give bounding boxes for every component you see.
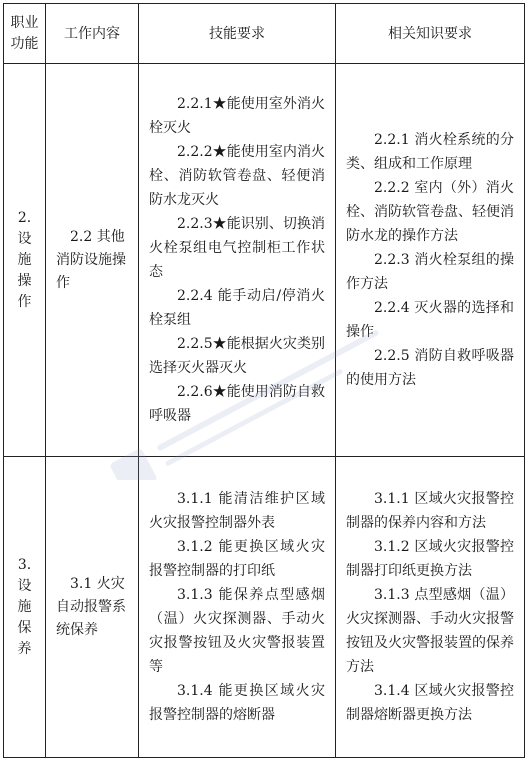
- skill-item: 3.1.4 能更换区域火灾报警控制器的熔断器: [149, 683, 325, 723]
- skill-item: 2.2.3★能识别、切换消火栓泵组电气控制柜工作状态: [149, 216, 325, 280]
- skill-item: 2.2.6★能使用消防自救呼吸器: [149, 384, 325, 424]
- function-cell: [4, 457, 46, 758]
- function-char: 保: [17, 619, 32, 636]
- skill-item: 2.2.1★能使用室外消火栓灭火: [149, 96, 325, 136]
- knowledge-cell: [336, 64, 525, 457]
- header-skills: 技能要求: [139, 4, 336, 64]
- knowledge-item: 2.2.1 消火栓系统的分类、组成和工作原理: [346, 132, 514, 172]
- function-char: 施: [17, 598, 32, 615]
- header-knowledge: 相关知识要求: [336, 4, 525, 64]
- knowledge-item: 3.1.4 区域火灾报警控制器熔断器更换方法: [346, 683, 514, 723]
- header-function: [4, 4, 46, 64]
- work-content-cell: [46, 64, 139, 457]
- knowledge-item: 3.1.3 点型感烟（温）火灾探测器、手动火灾报警按钮及火灾警报装置的保养方法: [346, 587, 514, 675]
- knowledge-item: 2.2.5 消防自救呼吸器的使用方法: [346, 348, 514, 388]
- skill-item: 3.1.2 能更换区域火灾报警控制器的打印纸: [149, 539, 325, 579]
- skill-item: 2.2.5★能根据火灾类别选择灭火器灭火: [149, 336, 325, 376]
- knowledge-item: 3.1.1 区域火灾报警控制器的保养内容和方法: [346, 491, 514, 531]
- knowledge-item: 2.2.4 灭火器的选择和操作: [346, 300, 514, 340]
- knowledge-item: 3.1.2 区域火灾报警控制器打印纸更换方法: [346, 539, 514, 579]
- work-content-text: 3.1 火灾自动报警系统保养: [56, 575, 126, 638]
- table-header-row: [4, 4, 525, 64]
- header-function-line: 职业: [10, 14, 39, 31]
- function-char: 2.: [17, 209, 32, 226]
- skills-cell: [139, 64, 336, 457]
- skills-cell: [139, 457, 336, 758]
- knowledge-item: 2.2.2 室内（外）消火栓、消防软管卷盘、轻便消防水龙的操作方法: [346, 180, 514, 244]
- table-row: [4, 457, 525, 758]
- skill-item: 2.2.2★能使用室内消火栓、消防软管卷盘、轻便消防水龙灭火: [149, 144, 325, 208]
- function-char: 作: [17, 293, 32, 310]
- header-work: 工作内容: [46, 4, 139, 64]
- function-char: 施: [17, 251, 32, 268]
- work-content-cell: [46, 457, 139, 758]
- function-cell: [4, 64, 46, 457]
- skill-item: 2.2.4 能手动启/停消火栓泵组: [149, 288, 325, 328]
- knowledge-item: 2.2.3 消火栓泵组的操作方法: [346, 252, 514, 292]
- function-char: 3.: [17, 556, 32, 573]
- table-row: [4, 64, 525, 457]
- function-char: 操: [17, 272, 32, 289]
- work-content-text: 2.2 其他消防设施操作: [56, 228, 126, 291]
- skills-table: [3, 3, 525, 758]
- knowledge-cell: [336, 457, 525, 758]
- function-char: 养: [17, 640, 32, 657]
- header-function-line: 功能: [10, 35, 39, 52]
- function-char: 设: [17, 577, 32, 594]
- function-char: 设: [17, 230, 32, 247]
- skill-item: 3.1.3 能保养点型感烟（温）火灾探测器、手动火灾报警按钮及火灾警报装置等: [149, 587, 325, 675]
- skill-item: 3.1.1 能清洁维护区域火灾报警控制器外表: [149, 491, 325, 531]
